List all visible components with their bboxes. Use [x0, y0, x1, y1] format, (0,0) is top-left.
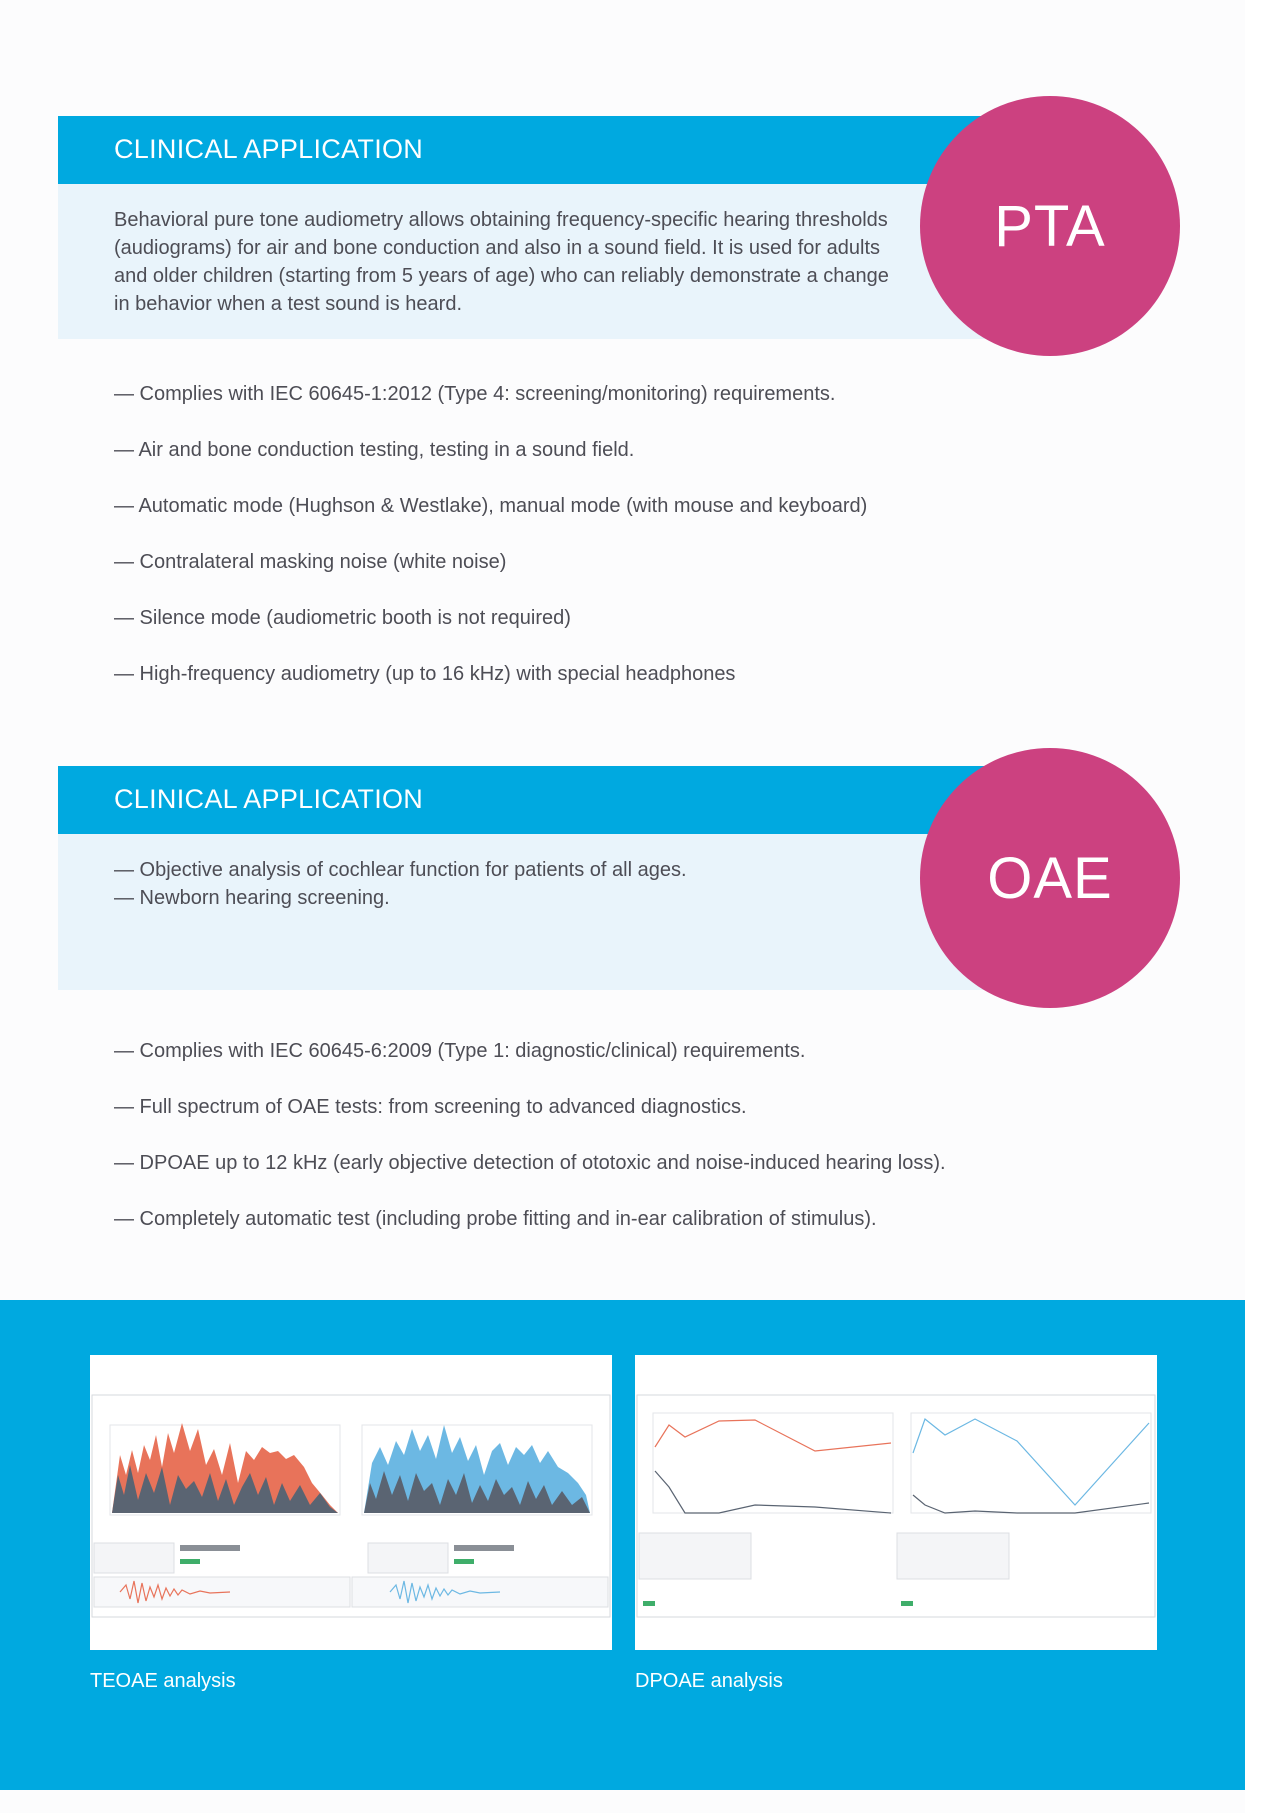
oae-line: — Objective analysis of cochlear function for patients of all ages.: [114, 859, 687, 881]
oae-line: — Newborn hearing screening.: [114, 887, 390, 909]
list-item: — Full spectrum of OAE tests: from screening to advanced diagnostics.: [114, 1096, 747, 1118]
pta-header-band: [58, 116, 998, 184]
oae-description: [114, 856, 894, 912]
oae-header-band: [58, 766, 998, 834]
list-item: — High-frequency audiometry (up to 16 kHz) with special headphones: [114, 663, 736, 685]
pta-description-panel: [58, 184, 998, 339]
teoae-caption: TEOAE analysis: [90, 1670, 236, 1692]
teoae-image: [90, 1355, 612, 1650]
list-item: — Air and bone conduction testing, testing in a sound field.: [114, 439, 635, 461]
list-item: — DPOAE up to 12 kHz (early objective detection of ototoxic and noise-induced hearing loss).: [114, 1152, 946, 1174]
screenshots-section: [0, 1300, 1245, 1790]
oae-feature-list: [114, 1037, 946, 1261]
pta-header-title: CLINICAL APPLICATION: [114, 134, 424, 164]
dpoae-caption: DPOAE analysis: [635, 1670, 783, 1692]
pta-description: Behavioral pure tone audiometry allows obtaining frequency-specific hearing thresholds (audiograms) for air and bone conduction and also in a sound field. It is used for adults and older children (starting from 5 years of age) who can reliably demonstrate a change in behavior when a test sound is heard.: [114, 209, 889, 315]
list-item: — Silence mode (audiometric booth is not required): [114, 607, 571, 629]
list-item: — Automatic mode (Hughson & Westlake), manual mode (with mouse and keyboard): [114, 495, 868, 517]
dpoae-screenshot: [635, 1355, 1157, 1650]
list-item: — Contralateral masking noise (white noise): [114, 551, 507, 573]
oae-header-title: CLINICAL APPLICATION: [114, 784, 424, 814]
teoae-screenshot: [90, 1355, 612, 1650]
pta-badge: PTA: [920, 96, 1180, 356]
list-item: — Complies with IEC 60645-1:2012 (Type 4: screening/monitoring) requirements.: [114, 383, 836, 405]
list-item: — Completely automatic test (including probe fitting and in-ear calibration of stimulus).: [114, 1208, 877, 1230]
list-item: — Complies with IEC 60645-6:2009 (Type 1: diagnostic/clinical) requirements.: [114, 1040, 806, 1062]
pta-feature-list: [114, 380, 867, 716]
oae-description-panel: [58, 834, 998, 990]
oae-badge: OAE: [920, 748, 1180, 1008]
dpoae-image: [635, 1355, 1157, 1650]
